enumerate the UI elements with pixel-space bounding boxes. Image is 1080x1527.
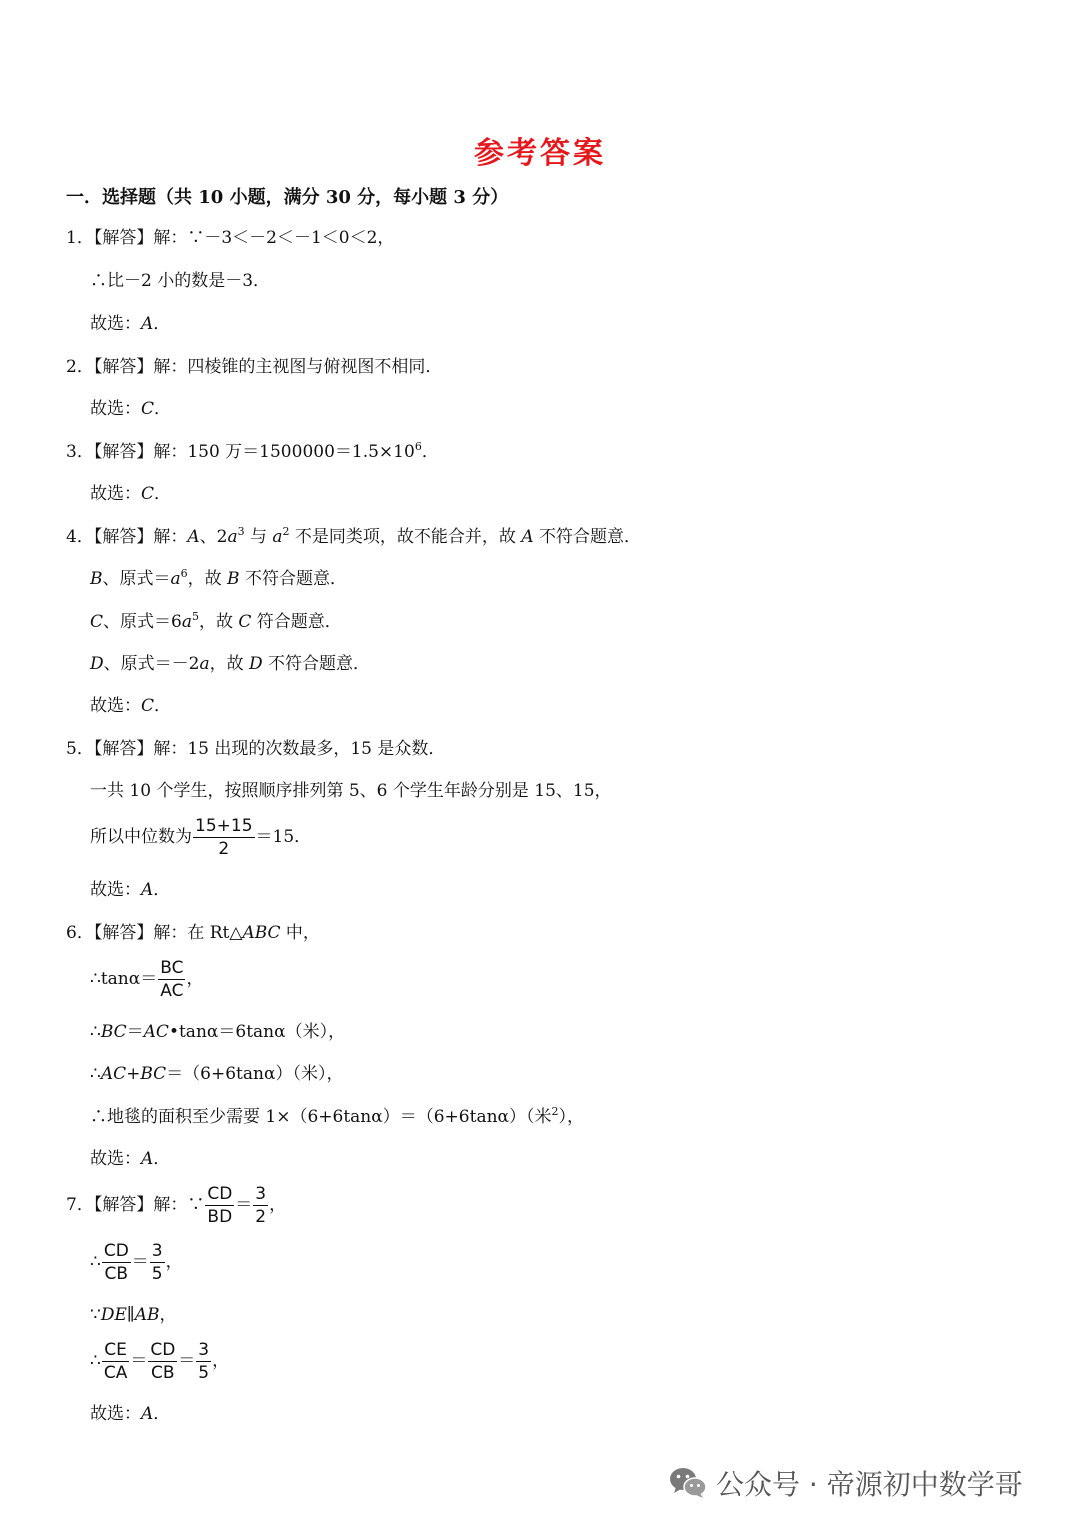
q1-line-1 bbox=[66, 226, 394, 250]
q3-line-1: 3．【解答】解：150 万$=1500000=1.5\times 10^6$． bbox=[66, 440, 439, 462]
q3-choice: 故选：C． bbox=[90, 484, 172, 504]
q1-lead: 1．【解答】解： bbox=[66, 228, 188, 248]
q1-choice: 故选：A． bbox=[90, 314, 171, 334]
q2-line-1: 2．【解答】解：四棱锥的主视图与俯视图不相同． bbox=[66, 357, 443, 377]
q4-line-b: B、原式$=a^6$，故 B 不符合题意． bbox=[90, 567, 347, 589]
watermark bbox=[668, 1462, 1023, 1504]
q7-line-1: 7．【解答】解：∵ $\frac{CD}{BD}$ ＝ $\frac{3}{2}$ ， bbox=[66, 1184, 287, 1227]
q6-answer: A bbox=[141, 1149, 154, 1169]
q4-line-a: 4．【解答】解：A、$2a^3$ 与 $a^2$ 不是同类项，故不能合并，故 A 不符合题意． bbox=[66, 525, 642, 547]
q7-fraction-3: $\frac{CD}{CB}$ bbox=[103, 1241, 129, 1284]
q5-line-3: 所以中位数为 $\frac{15+15}{2}$ ＝15． bbox=[90, 816, 312, 859]
q6-line-1: 6．【解答】解：在 Rt△ABC 中， bbox=[66, 923, 320, 943]
q7-fraction-5: $\frac{CE}{CA}$ bbox=[103, 1340, 128, 1383]
q1-line-2: ∴比－2 小的数是－3． bbox=[90, 271, 271, 291]
q7-fraction-2: $\frac{3}{2}$ bbox=[255, 1184, 267, 1227]
q3-lead: 3．【解答】解： bbox=[66, 442, 188, 462]
q7-line-4: ∴ $\frac{CE}{CA}$ ＝ $\frac{CD}{CB}$ ＝ $\frac{3}{5}$ ， bbox=[90, 1340, 230, 1383]
q1-answer: A bbox=[141, 314, 154, 334]
q3-answer: C bbox=[141, 484, 155, 504]
watermark-text: 公众号 · 帝源初中数学哥 bbox=[716, 1468, 1023, 1501]
q2-lead: 2．【解答】解： bbox=[66, 357, 188, 377]
q7-fraction-7: $\frac{3}{5}$ bbox=[198, 1340, 210, 1383]
q7-fraction-1: $\frac{CD}{BD}$ bbox=[207, 1184, 233, 1227]
q6-fraction: $\frac{BC}{AC}$ bbox=[160, 958, 184, 1001]
q4-answer: C bbox=[141, 696, 155, 716]
wechat-icon bbox=[668, 1465, 708, 1501]
q1-text-1: ∵－3＜－2＜－1＜0＜2， bbox=[187, 228, 395, 248]
q7-fraction-4: $\frac{3}{5}$ bbox=[151, 1241, 163, 1284]
q7-answer: A bbox=[141, 1404, 154, 1424]
page-title: 参考答案 bbox=[474, 136, 606, 171]
q7-fraction-6: $\frac{CD}{CB}$ bbox=[150, 1340, 176, 1383]
q7-lead: 7．【解答】解： bbox=[66, 1195, 188, 1215]
q6-line-5: ∴地毯的面积至少需要 1×（6+6tanα）＝（6+6tanα）（米$^2$）， bbox=[90, 1105, 585, 1127]
q6-lead: 6．【解答】解： bbox=[66, 923, 188, 943]
section-heading: 一．选择题（共 10 小题，满分 30 分，每小题 3 分） bbox=[66, 187, 509, 208]
q7-line-2: ∴ $\frac{CD}{CB}$ ＝ $\frac{3}{5}$ ， bbox=[90, 1241, 183, 1284]
q5-fraction: $\frac{15+15}{2}$ bbox=[195, 816, 253, 859]
q6-line-2: ∴tanα＝ $\frac{BC}{AC}$ ， bbox=[90, 958, 204, 1001]
q2-choice: 故选：C． bbox=[90, 399, 172, 419]
q6-line-4: ∴AC+BC＝（6+6tanα）（米）， bbox=[90, 1064, 344, 1084]
q5-line-2: 一共 10 个学生，按照顺序排列第 5、6 个学生年龄分别是 15、15， bbox=[90, 781, 612, 801]
q4-lead: 4．【解答】解： bbox=[66, 527, 188, 547]
q4-line-c: C、原式$=6a^5$，故 C 符合题意． bbox=[90, 610, 342, 632]
q5-lead: 5．【解答】解： bbox=[66, 739, 188, 759]
q6-line-3: ∴BC＝AC•tanα＝6tanα（米）， bbox=[90, 1022, 346, 1042]
q5-choice: 故选：A． bbox=[90, 880, 171, 900]
q7-line-3: ∵DE∥AB， bbox=[90, 1305, 177, 1325]
q7-choice: 故选：A． bbox=[90, 1404, 171, 1424]
q4-choice: 故选：C． bbox=[90, 696, 172, 716]
q4-line-d: D、原式＝－2a，故 D 不符合题意． bbox=[90, 654, 371, 674]
q6-choice: 故选：A． bbox=[90, 1149, 171, 1169]
q5-answer: A bbox=[141, 880, 154, 900]
q5-line-1: 5．【解答】解：15 出现的次数最多，15 是众数． bbox=[66, 739, 446, 759]
q2-answer: C bbox=[141, 399, 155, 419]
